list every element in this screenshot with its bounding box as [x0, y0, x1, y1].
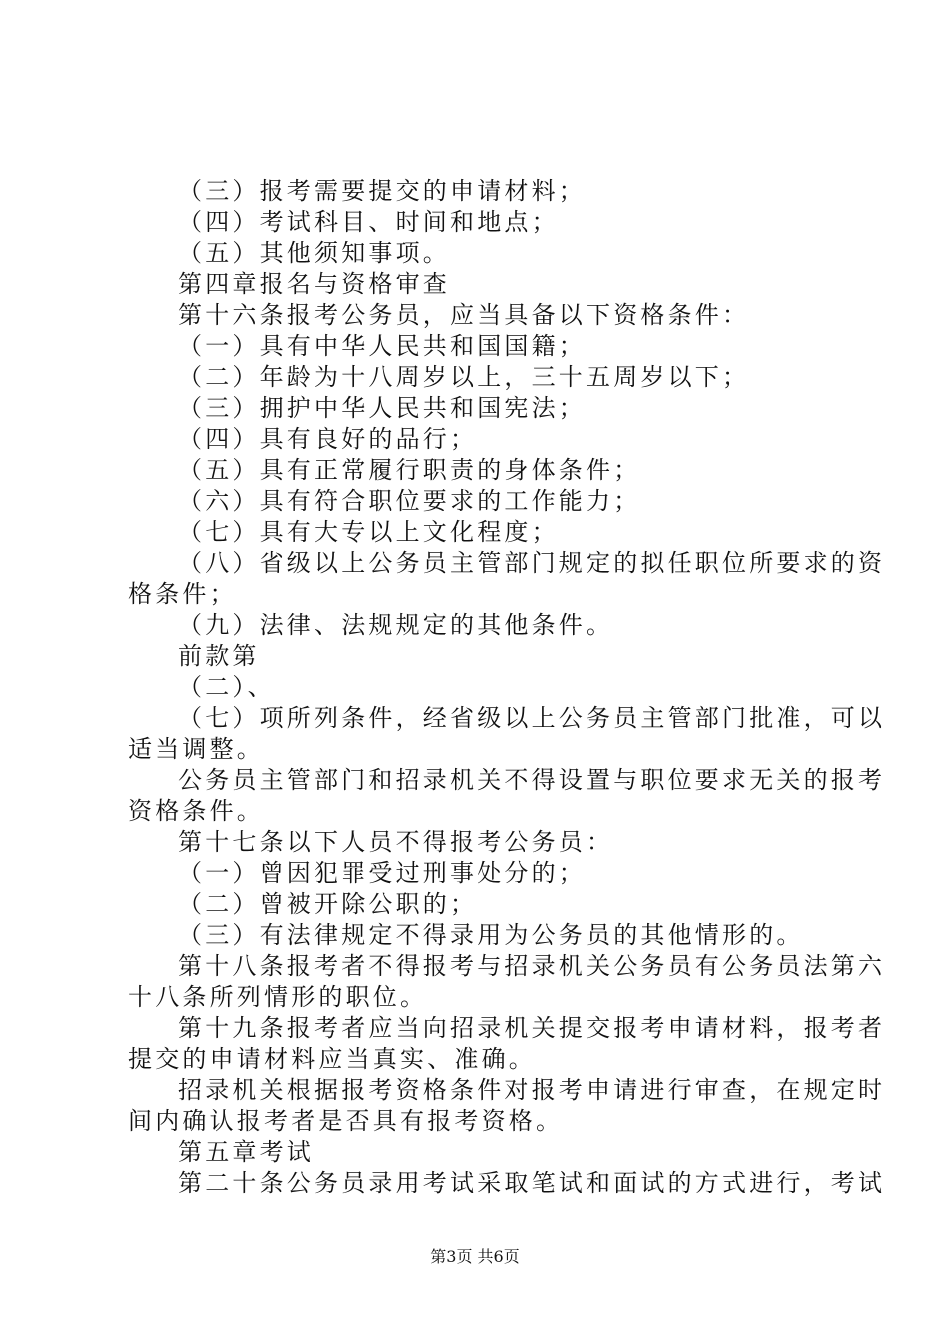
- text-line: 间内确认报考者是否具有报考资格。: [128, 1107, 564, 1135]
- document-body: [128, 176, 886, 1199]
- text-line: 格条件；: [128, 580, 237, 608]
- text-line: 招录机关根据报考资格条件对报考申请进行审查，在规定时: [178, 1076, 886, 1104]
- text-line: （三）报考需要提交的申请材料；: [178, 177, 586, 205]
- text-line: （一）具有中华人民共和国国籍；: [178, 332, 586, 360]
- text-line: 第二十条公务员录用考试采取笔试和面试的方式进行，考试: [178, 1169, 886, 1197]
- text-line: （三）有法律规定不得录用为公务员的其他情形的。: [178, 921, 804, 949]
- text-line: 第十八条报考者不得报考与招录机关公务员有公务员法第六: [178, 952, 886, 980]
- text-line: 第十六条报考公务员，应当具备以下资格条件：: [178, 301, 750, 329]
- text-line: 适当调整。: [128, 735, 264, 763]
- text-line: （五）具有正常履行职责的身体条件；: [178, 456, 641, 484]
- text-line: （二）年龄为十八周岁以上，三十五周岁以下；: [178, 363, 750, 391]
- text-line: 第十七条以下人员不得报考公务员：: [178, 828, 614, 856]
- text-line: （七）项所列条件，经省级以上公务员主管部门批准，可以: [178, 704, 886, 732]
- text-line: 第十九条报考者应当向招录机关提交报考申请材料，报考者: [178, 1014, 886, 1042]
- text-line: （四）考试科目、时间和地点；: [178, 208, 559, 236]
- text-line: 十八条所列情形的职位。: [128, 983, 428, 1011]
- text-line: （三）拥护中华人民共和国宪法；: [178, 394, 586, 422]
- text-line: （八）省级以上公务员主管部门规定的拟任职位所要求的资: [178, 549, 886, 577]
- text-line: 公务员主管部门和招录机关不得设置与职位要求无关的报考: [178, 766, 886, 794]
- text-line: （六）具有符合职位要求的工作能力；: [178, 487, 641, 515]
- text-line: （一）曾因犯罪受过刑事处分的；: [178, 859, 586, 887]
- text-line: （九）法律、法规规定的其他条件。: [178, 611, 614, 639]
- text-line: 第四章报名与资格审查: [178, 270, 450, 298]
- text-line: （二）、: [178, 673, 275, 701]
- text-line: 前款第: [178, 642, 260, 670]
- text-line: 第五章考试: [178, 1138, 314, 1166]
- page-footer: 第3页 共6页: [430, 1247, 520, 1266]
- text-line: 资格条件。: [128, 797, 264, 825]
- text-line: 提交的申请材料应当真实、准确。: [128, 1045, 536, 1073]
- text-line: （七）具有大专以上文化程度；: [178, 518, 559, 546]
- text-line: （四）具有良好的品行；: [178, 425, 478, 453]
- text-line: （五）其他须知事项。: [178, 239, 450, 267]
- text-line: （二）曾被开除公职的；: [178, 890, 478, 918]
